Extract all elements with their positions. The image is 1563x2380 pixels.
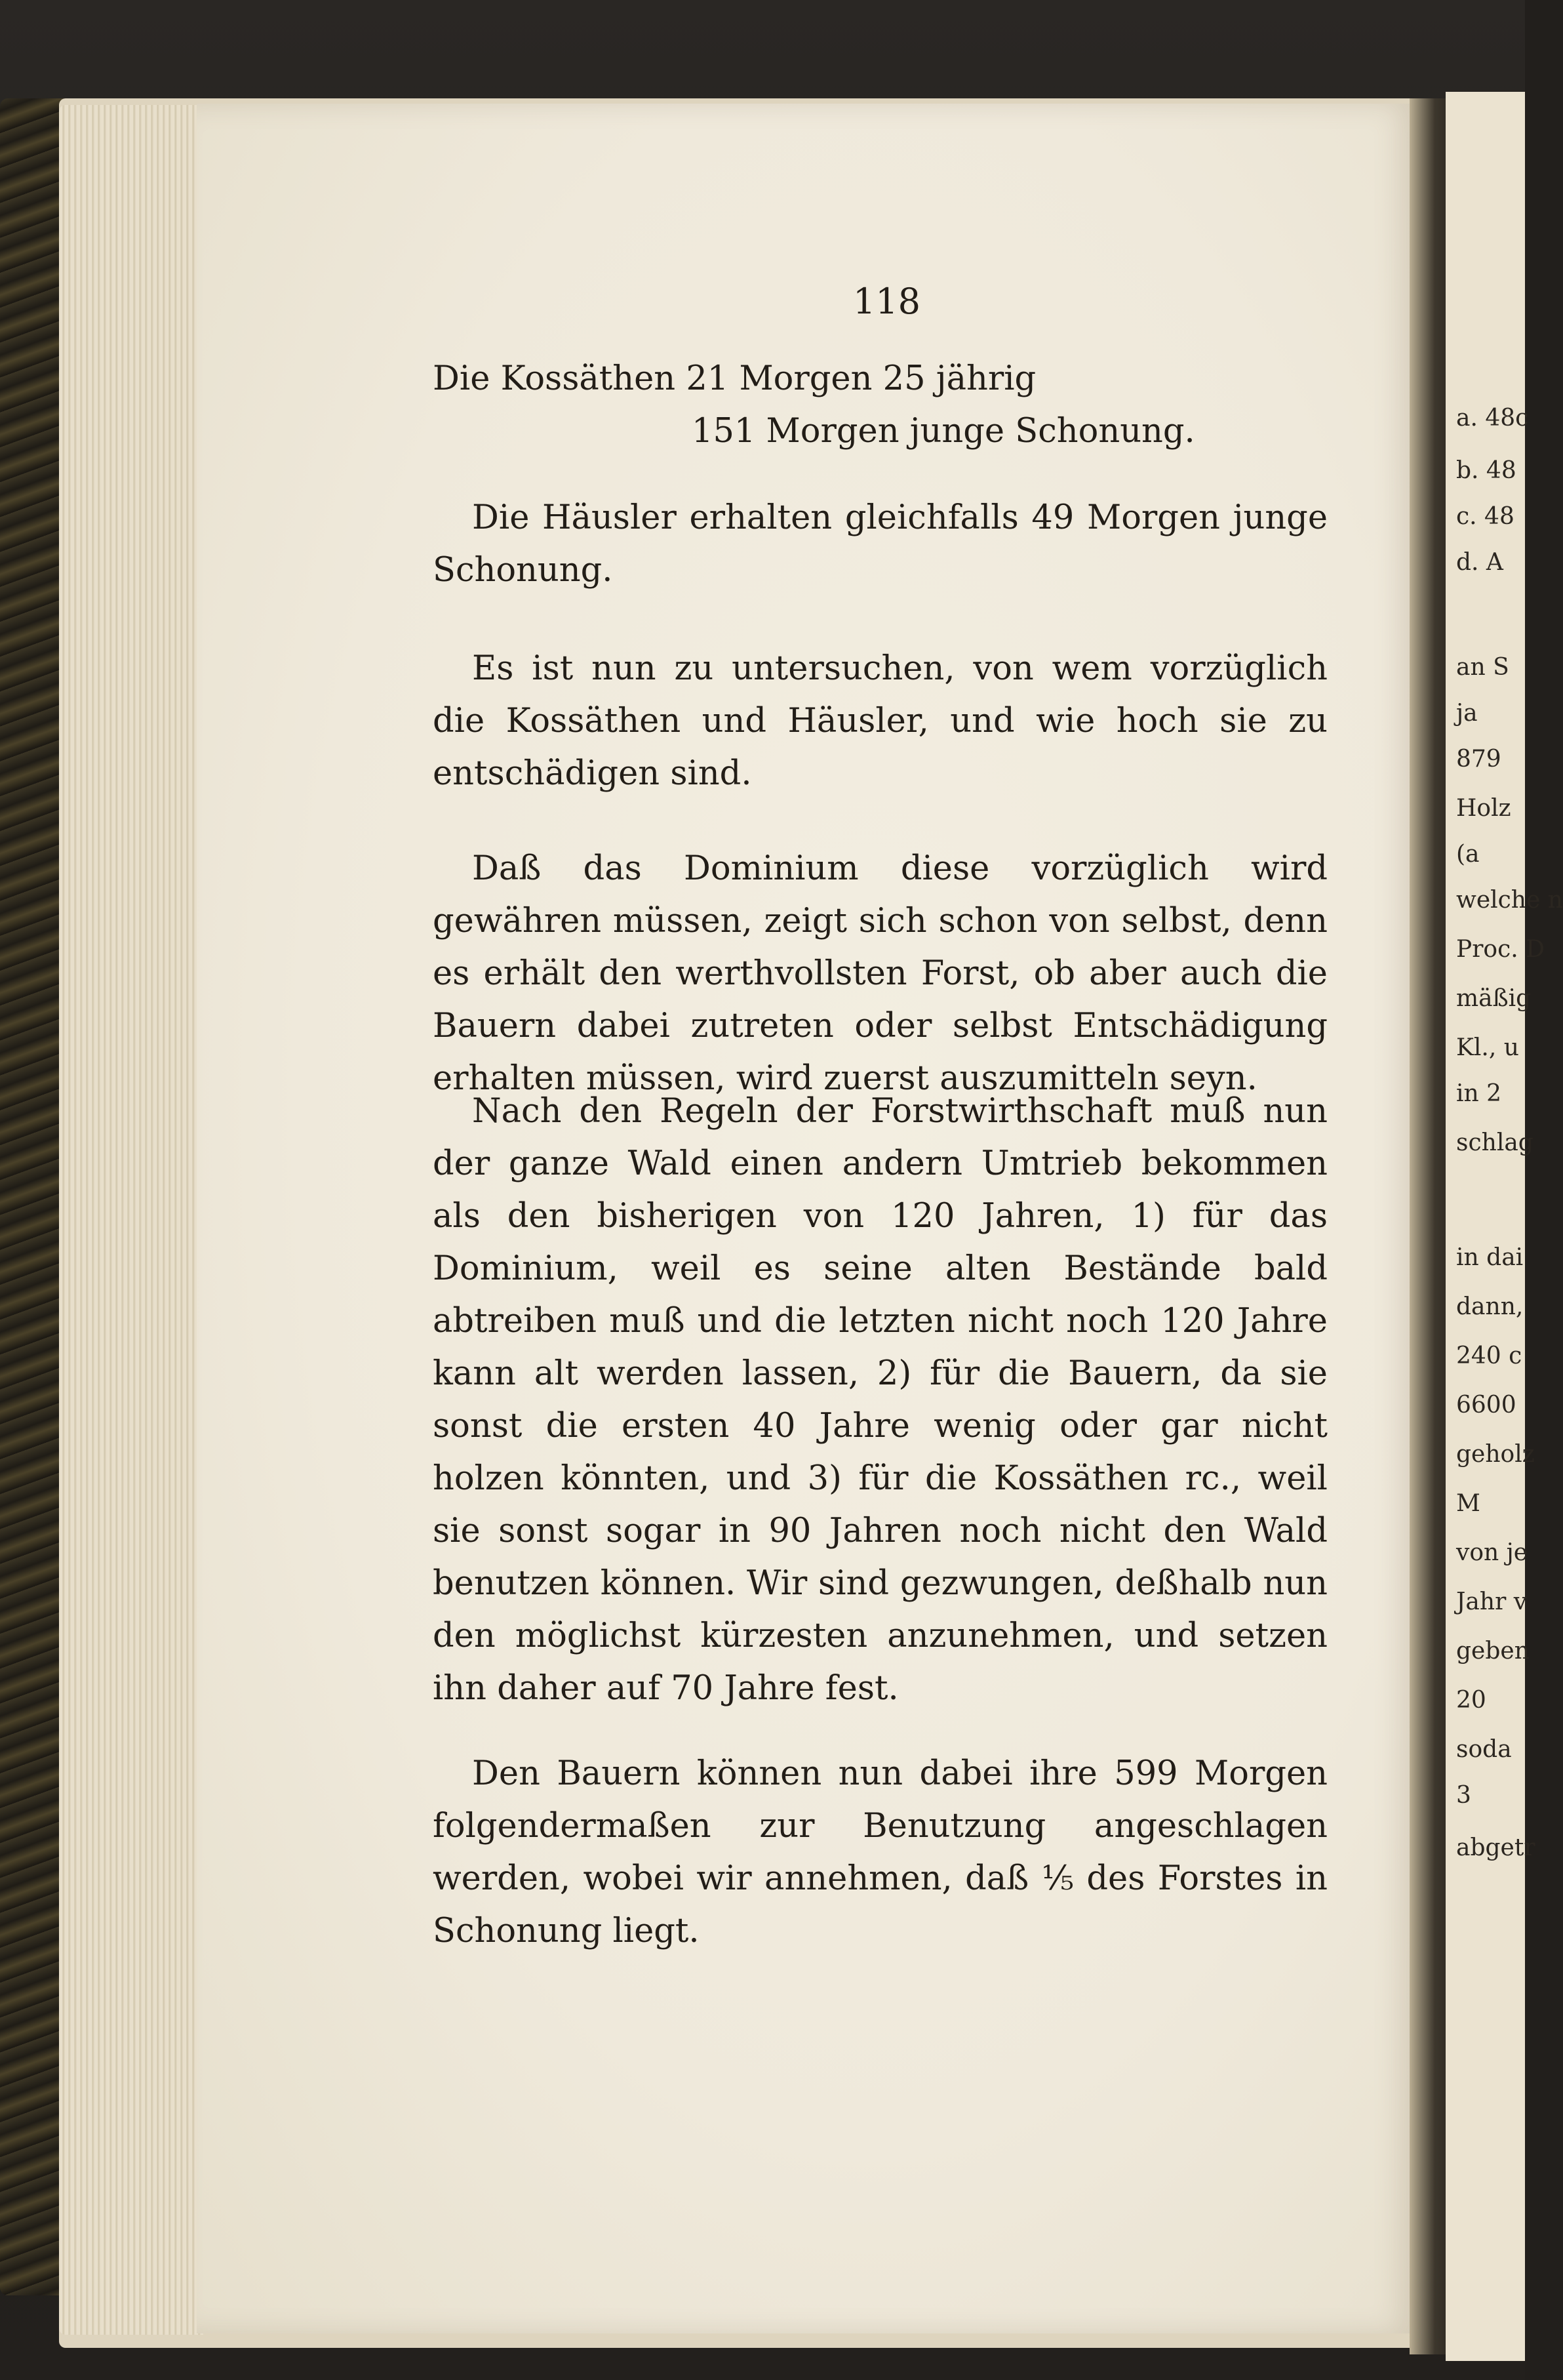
adjacent-page-fragments [1446, 92, 1563, 2361]
fragment: geben [1456, 1638, 1530, 1664]
fragment: 3 [1456, 1782, 1471, 1809]
fragment: mäßig [1456, 985, 1532, 1012]
fragment: abgetr [1456, 1834, 1535, 1861]
fragment: 240 c [1456, 1342, 1522, 1369]
fragment: d. A [1456, 549, 1503, 576]
page-number: 118 [852, 281, 921, 322]
fragment: b. 48 [1456, 457, 1516, 484]
fragment: soda [1456, 1736, 1512, 1763]
fragment: a. 48c [1456, 405, 1529, 432]
intro-line: 151 Morgen junge Schonung. [692, 412, 1195, 451]
fragment: M [1456, 1490, 1480, 1517]
fragment: 20 [1456, 1687, 1486, 1714]
fragment: 6600 [1456, 1392, 1516, 1419]
fragment: schlag [1456, 1129, 1533, 1156]
fragment: Jahr v [1456, 1588, 1528, 1615]
fragment: an S [1456, 654, 1509, 681]
fragment: Proc. D [1456, 936, 1545, 963]
paragraph: Den Bauern können nun dabei ihre 599 Morgen folgendermaßen zur Benutzung angeschlagen werden, wobei wir annehmen, daß ⅕ des Forstes in Schonung liegt. [433, 1754, 1328, 1950]
fragment: geholz [1456, 1441, 1535, 1468]
fragment: welche n [1456, 887, 1563, 914]
paragraph: Daß das Dominium diese vorzüglich wird gewähren müssen, zeigt sich schon von selbst, denn es erhält den werthvollsten Forst, ob aber auch die Bauern dabei zutreten oder selbst Entschädigung erhalten müssen, wird zuerst auszumitteln seyn. [433, 849, 1328, 1098]
paragraph: Es ist nun zu untersuchen, von wem vorzüglich die Kossäthen und Häusler, und wie hoch sie zu entschädigen sind. [433, 649, 1328, 793]
paragraph: Die Häusler erhalten gleichfalls 49 Morgen junge Schonung. [433, 498, 1328, 590]
fragment: ja [1456, 700, 1478, 727]
fragment: 879 [1456, 746, 1501, 773]
fragment: c. 48 [1456, 503, 1514, 530]
fragment: in dai [1456, 1244, 1524, 1271]
fragment: Kl., u [1456, 1034, 1519, 1061]
fragment: in 2 [1456, 1080, 1502, 1107]
fragment: von je [1456, 1539, 1528, 1566]
page-edges [59, 105, 203, 2335]
fragment: (a [1456, 841, 1480, 868]
intro-line: Die Kossäthen 21 Morgen 25 jährig [433, 359, 1037, 398]
fragment: dann, [1456, 1293, 1524, 1320]
intro-block [433, 353, 1328, 458]
adjacent-page [1446, 92, 1563, 2361]
paragraph: Nach den Regeln der Forstwirthschaft muß nun der ganze Wald einen andern Umtrieb bekommen als den bisherigen von 120 Jahren, 1) für das Dominium, weil es seine alten Bestände bald abtreiben muß und die letzten nicht noch 120 Jahre kann alt werden lassen, 2) für die Bauern, da sie sonst die ersten 40 Jahre wenig oder gar nicht holzen könnten, und 3) für die Kossäthen rc., weil sie sonst sogar in 90 Jahren noch nicht den Wald benutzen können. Wir sind gezwungen, deßhalb nun den möglichst kürzesten anzunehmen, und setzen ihn daher auf 70 Jahre fest. [433, 1092, 1328, 1708]
fragment: Holz [1456, 795, 1511, 822]
